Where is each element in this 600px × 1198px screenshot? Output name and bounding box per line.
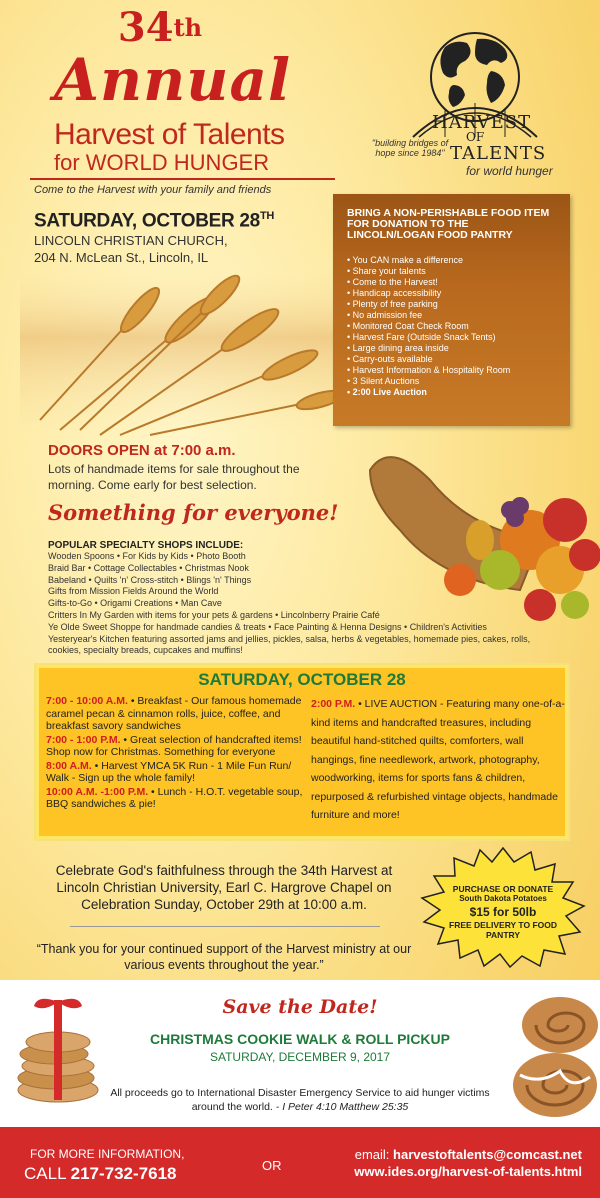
potatoes-line1: PURCHASE OR DONATE bbox=[452, 884, 554, 894]
list-item: • Large dining area inside bbox=[347, 343, 558, 354]
annual-title: Annual bbox=[53, 46, 292, 114]
shops-line: Braid Bar • Cottage Collectables • Christmas Nook bbox=[48, 562, 249, 573]
thanks-quote: “Thank you for your continued support of the Harvest ministry at our various events throughout the year.” bbox=[36, 942, 412, 972]
logo-name-line2: OF bbox=[466, 130, 485, 144]
doors-open-description: Lots of handmade items for sale throughout the morning. Come early for best selection. bbox=[48, 462, 300, 492]
schedule-title: SATURDAY, OCTOBER 28 bbox=[198, 670, 406, 689]
email-line: email: harvestoftalents@comcast.net bbox=[354, 1147, 582, 1162]
venue-name: LINCOLN CHRISTIAN CHURCH, bbox=[34, 233, 228, 248]
shops-line: Ye Olde Sweet Shoppe for handmade candies & treats • Face Painting & Henna Designs • Children's Activities bbox=[48, 621, 487, 632]
logo-name-line3: TALENTS bbox=[450, 143, 547, 164]
schedule-left-column bbox=[46, 695, 308, 812]
list-item: • Handicap accessibility bbox=[347, 288, 558, 299]
proceeds-note: All proceeds go to International Disaster Emergency Service to aid hunger victims around the world. - I Peter 4:10 Matthew 25:35 bbox=[110, 1087, 490, 1113]
shops-line: Wooden Spoons • For Kids by Kids • Photo Booth bbox=[48, 551, 246, 561]
email-link[interactable]: harvestoftalents@comcast.net bbox=[393, 1147, 582, 1162]
schedule-item: 7:00 - 1:00 P.M. • Great selection of handcrafted items! Shop now for Christmas. Something for everyone bbox=[46, 733, 302, 758]
list-item: • No admission fee bbox=[347, 310, 558, 321]
shops-line: Gifts-to-Go • Origami Creations • Man Cave bbox=[48, 598, 222, 609]
save-the-date-date: SATURDAY, DECEMBER 9, 2017 bbox=[209, 1050, 391, 1064]
event-date: SATURDAY, OCTOBER 28TH bbox=[34, 210, 275, 232]
list-item: • Harvest Fare (Outside Snack Tents) bbox=[347, 332, 558, 343]
event-cause: for WORLD HUNGER bbox=[54, 150, 270, 175]
donation-box bbox=[333, 194, 570, 426]
slogan: Something for everyone! bbox=[48, 500, 339, 525]
anniversary-number: 34th bbox=[117, 4, 203, 51]
phone-number[interactable]: 217-732-7618 bbox=[70, 1164, 177, 1183]
logo-subtitle: for world hunger bbox=[466, 164, 553, 178]
list-item: • Plenty of free parking bbox=[347, 299, 558, 310]
logo-motto: "building bridges of hope since 1984" bbox=[371, 138, 449, 158]
schedule-right-column bbox=[311, 695, 567, 825]
shops-list bbox=[48, 551, 578, 657]
doors-open-heading: DOORS OPEN at 7:00 a.m. bbox=[48, 442, 236, 459]
logo-name-line1: HARVEST bbox=[432, 112, 532, 133]
list-item: • 3 Silent Auctions bbox=[347, 376, 558, 387]
header-divider bbox=[30, 178, 335, 180]
phone-line: CALL 217-732-7618 bbox=[24, 1164, 177, 1183]
potatoes-delivery: FREE DELIVERY TO FOOD PANTRY bbox=[449, 920, 557, 940]
potatoes-offer bbox=[436, 884, 570, 940]
schedule-box bbox=[34, 663, 570, 841]
contact-footer bbox=[0, 1127, 600, 1198]
schedule-item: 7:00 - 10:00 A.M. • Breakfast - Our famous homemade caramel pecan & cinnamon rolls, juice, coffee, and breakfast savory sandwiches bbox=[46, 695, 302, 732]
website-link[interactable]: www.ides.org/harvest-of-talents.html bbox=[354, 1164, 582, 1179]
shops-heading: POPULAR SPECIALTY SHOPS INCLUDE: bbox=[48, 540, 244, 551]
shops-line: cookies, specialty breads, cupcakes and muffins! bbox=[48, 645, 243, 656]
or-separator: OR bbox=[262, 1158, 282, 1173]
donation-heading: BRING A NON-PERISHABLE FOOD ITEM FOR DONATION TO THE LINCOLN/LOGAN FOOD PANTRY bbox=[347, 207, 550, 241]
list-item: • Carry-outs available bbox=[347, 354, 558, 365]
list-item: • You CAN make a difference bbox=[347, 255, 558, 266]
schedule-item: 8:00 A.M. • Harvest YMCA 5K Run - 1 Mile Fun Run/ Walk - Sign up the whole family! bbox=[46, 759, 292, 784]
celebration-text: Celebrate God's faithfulness through the 34th Harvest at Lincoln Christian University, Earl C. Hargrove Chapel on Celebration Sunday, October 29th at 10:00 a.m. bbox=[55, 863, 393, 912]
potatoes-price: $15 for 50lb bbox=[469, 905, 537, 919]
wheat-image bbox=[20, 270, 340, 438]
list-item: • Share your talents bbox=[347, 266, 558, 277]
celebration-divider bbox=[70, 926, 380, 927]
auction-description: • LIVE AUCTION - Featuring many one-of-a-kind items and handcrafted treasures, including beautiful hand-stitched quilts, comforters, wall hangings, fine needlework, artwork, photography, woodworking, items for sports fans & children, repurposed & refurbished vintage objects, handmade furniture and more! bbox=[311, 698, 565, 821]
list-item: • Come to the Harvest! bbox=[347, 277, 558, 288]
scripture-reference: - I Peter 4:10 Matthew 25:35 bbox=[272, 1101, 409, 1113]
venue-address: 204 N. McLean St., Lincoln, IL bbox=[34, 250, 209, 265]
schedule-item: 10:00 A.M. -1:00 P.M. • Lunch - H.O.T. vegetable soup, BBQ sandwiches & pie! bbox=[46, 785, 303, 810]
shops-line: Critters In My Garden with items for your pets & gardens • Lincolnberry Prairie Café bbox=[48, 609, 380, 620]
save-the-date-title: Save the Date! bbox=[222, 996, 378, 1018]
shops-line: Babeland • Quilts 'n' Cross-stitch • Blings 'n' Things bbox=[48, 574, 252, 585]
list-item: • Harvest Information & Hospitality Room bbox=[347, 365, 558, 376]
more-info-label: FOR MORE INFORMATION, bbox=[30, 1147, 185, 1161]
auction-time: 2:00 P.M. bbox=[311, 698, 356, 710]
save-the-date-event: CHRISTMAS COOKIE WALK & ROLL PICKUP bbox=[150, 1031, 450, 1047]
list-item: • 2:00 Live Auction bbox=[347, 387, 558, 398]
list-item: • Monitored Coat Check Room bbox=[347, 321, 558, 332]
event-title: Harvest of Talents bbox=[54, 118, 285, 151]
potatoes-line2: South Dakota Potatoes bbox=[459, 894, 547, 903]
shops-line: Gifts from Mission Fields Around the World bbox=[48, 586, 219, 597]
donation-list bbox=[347, 255, 558, 398]
shops-line: Yesteryear's Kitchen featuring assorted jams and jellies, pickles, salsa, herbs & vegetables, homemade pies, cakes, rolls, bbox=[48, 633, 531, 644]
tagline: Come to the Harvest with your family and friends bbox=[34, 184, 272, 196]
